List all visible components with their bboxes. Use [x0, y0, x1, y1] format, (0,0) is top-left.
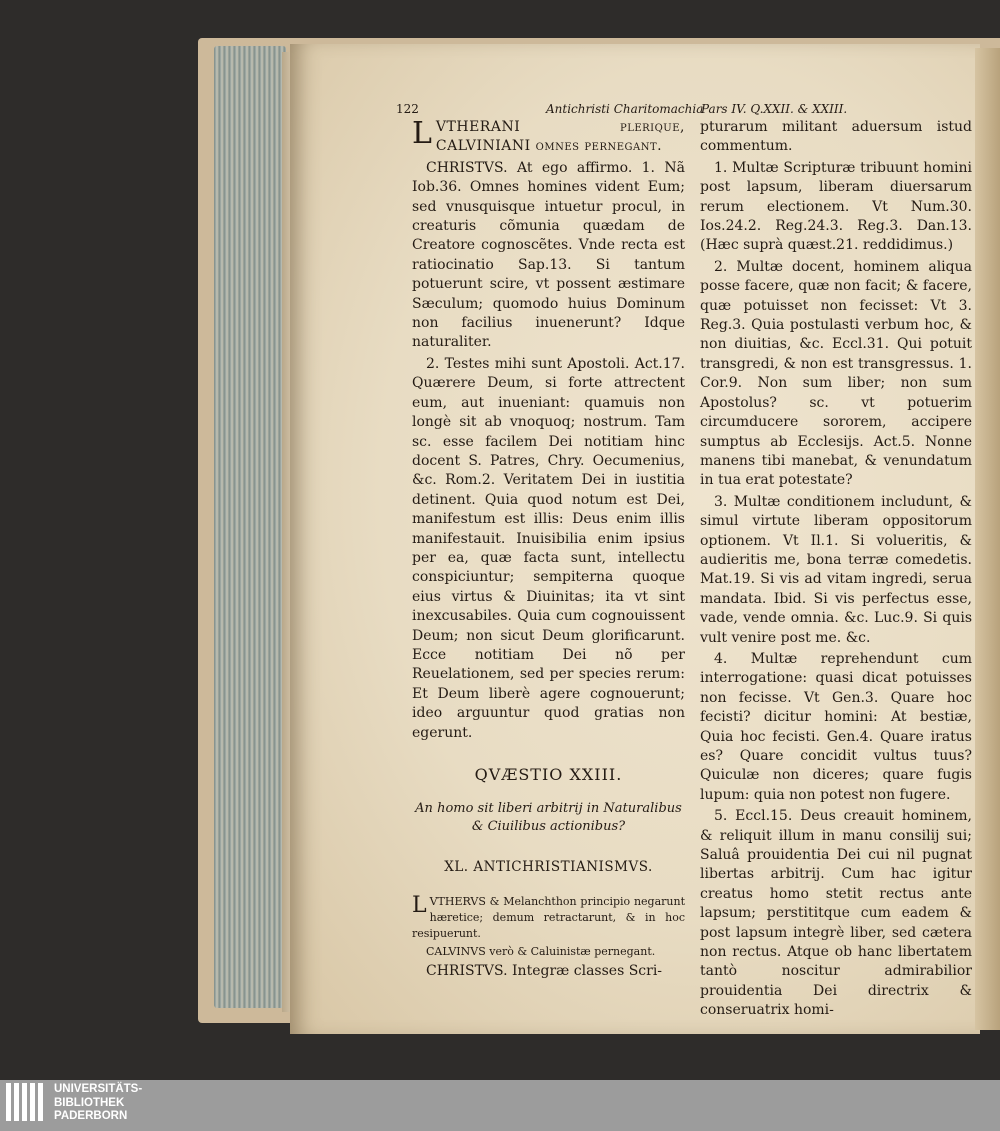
drop-cap: L	[412, 892, 427, 918]
paragraph: 3. Multæ conditionem includunt, & simul virtute liberam oppositorum optionem. Vt Il.1. Si volueritis, & audieritis me, bona terræ comedetis. Mat.19. Si vis ad vitam ingredi, serua mandata. Ibid. Si vis perfectus esse, vade, vende omnia. &c. Luc.9. Si quis vult venire post me. &c.	[700, 493, 972, 646]
left-column	[412, 118, 685, 983]
paragraph: LVTHERANI plerique, CALVINIANI omnes pernegant.	[412, 116, 685, 155]
running-title-right: Pars IV. Q.XXII. & XXIII.	[701, 102, 848, 116]
right-column	[700, 118, 972, 1023]
paragraph: 5. Eccl.15. Deus creauit hominem, & reliquit illum in manu consilij sui; Saluâ prouidentia Dei cui nil pugnat libertas arbitrij. Cum hac igitur creatus homo stetit rectus ante lapsum; perstititque cum eadem & post lapsum integrè liber, sed cætera non rectus. Atque ob hanc libertatem tantò noscitur admirabilior prouidentia Dei directrix & conseruatrix homi-	[700, 808, 972, 1019]
paragraph: 1. Multæ Scripturæ tribuunt homini post lapsum, liberam diuersarum rerum electionem. Vt Num.30. Ios.24.2. Reg.24.3. Reg.3. Dan.13. (Hæc suprà quæst.21. reddidimus.)	[700, 159, 972, 254]
footer-bar	[0, 1080, 1000, 1131]
paragraph: 4. Multæ reprehendunt cum interrogatione: quasi dicat potuisses non fecisse. Vt Gen.3. Quare hoc fecisti? dicitur homini: At bestiæ, Quia hoc fecisti. Gen.4. Quare iratus es? Quare concidit vultus tuus? Quiculæ non diceres; quare fugis lupum: quia non potest non fugere.	[700, 650, 972, 803]
paragraph: CHRISTVS. Integræ classes Scri-	[426, 962, 663, 979]
page-number: 122	[396, 102, 419, 116]
quaestio-heading: QVÆSTIO XXIII.	[474, 765, 623, 784]
paragraph: pturarum militant aduersum istud commentum.	[700, 119, 972, 155]
library-logo-icon	[6, 1083, 48, 1127]
library-name: UNIVERSITÄTS- BIBLIOTHEK PADERBORN	[54, 1083, 143, 1122]
section-heading: XL. ANTICHRISTIANISMVS.	[444, 859, 653, 876]
paragraph: LVTHERVS & Melanchthon principio negarunt hæretice; demum retractarunt, & in hoc resipuerunt.	[412, 892, 685, 940]
page-fore-edge	[975, 48, 1000, 1030]
question-text: An homo sit liberi arbitrij in Naturalibus & Ciuilibus actionibus?	[415, 801, 682, 835]
paragraph: 2. Multæ docent, hominem aliqua posse facere, quæ non facit; & facere, quæ potuisset non fecisset: Vt 3. Reg.3. Quia postulasti verbum hoc, & non diuitias, &c. Eccl.31. Qui potuit transgredi, & non est transgressus. 1. Cor.9. Non sum liber; non sum Apostolus? sc. vt potuerim circumducere sororem, accipere sumptus ab Ecclesijs. Act.5. Nonne manens tibi manebat, & venundatum in tua erat potestate?	[700, 258, 972, 489]
paragraph: 2. Testes mihi sunt Apostoli. Act.17. Quærere Deum, si forte attrectent eum, aut inueniant: quamuis non longè sit ab vnoquoq; nostrum. Tam sc. esse facilem Dei notitiam hinc docent S. Patres, Chry. Oecumenius, &c. Rom.2. Veritatem Dei in iustitia detinent. Quia quod notum est Dei, manifestum est illis: Deus enim illis manifestauit. Inuisibilia enim ipsius per ea, quæ facta sunt, intellectu conspiciuntur; sempiterna quoque eius virtus & Diuinitas; ita vt sint inexcusabiles. Quia cum cognouissent Deum; non sicut Deum glorificarunt. Ecce notitiam Dei nõ per Reuelationem, sed per species rerum: Et Deum liberè agere cognouerunt; ideo arguuntur quod gratias non egerunt.	[412, 355, 685, 741]
paragraph: CHRISTVS. At ego affirmo. 1. Nã Iob.36. Omnes homines vident Eum; sed vnusquisque intuetur procul, in creaturis cõmunia quædam de Creatore cognoscẽtes. Vnde recta est ratiocinatio Sap.13. Si tantum potuerunt scire, vt possent æstimare Sæculum; quomodo huius Dominum non facilius inuenerunt? Idque naturaliter.	[412, 159, 685, 351]
paragraph: CALVINVS verò & Caluinistæ pernegant.	[426, 944, 656, 958]
page-edges-spine	[214, 46, 286, 1008]
drop-cap: L	[412, 116, 432, 151]
running-title-left: Antichristi Charitomachia	[546, 102, 704, 116]
